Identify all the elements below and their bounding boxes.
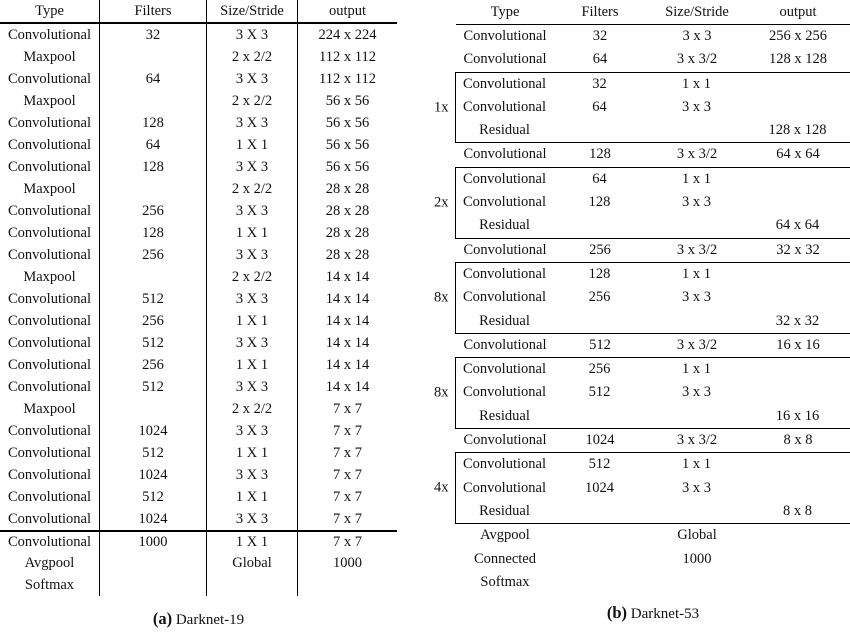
darknet19-cell-filters: 128 (99, 112, 206, 134)
darknet53-cell-output: 16 x 16 (776, 336, 820, 353)
darknet53-cell-output: 64 x 64 (776, 146, 820, 163)
darknet53-cell-output (748, 548, 848, 571)
darknet19-cell-output: 56 x 56 (297, 134, 397, 156)
darknet19-cell-filters (99, 552, 206, 574)
darknet53-cell-type: Residual (479, 217, 530, 234)
darknet19-cell-filters: 128 (99, 156, 206, 178)
darknet19-cell-output: 112 x 112 (297, 68, 397, 90)
darknet19-cell-size-stride: 1 X 1 (206, 134, 297, 156)
darknet53-cell-filters: 256 (588, 289, 611, 306)
darknet19-row (0, 552, 397, 574)
caption-a-label: (a) (152, 609, 173, 628)
darknet19-cell-output: 14 x 14 (297, 376, 397, 398)
darknet53-cell-type: Convolutional (463, 28, 547, 44)
darknet53-cell-output (748, 381, 848, 404)
darknet53-cell-type: Convolutional (463, 194, 546, 211)
darknet19-cell-size-stride: 2 x 2/2 (206, 90, 297, 112)
darknet19-header-filters: Filters (99, 0, 206, 22)
darknet53-cell-output (748, 263, 848, 286)
darknet19-row (0, 332, 397, 354)
darknet19-cell-type: Convolutional (8, 27, 91, 43)
darknet19-row (0, 398, 397, 420)
darknet53-cell-type: Convolutional (463, 75, 546, 92)
darknet19-cell-output: 56 x 56 (297, 156, 397, 178)
darknet19-cell-size-stride: 3 X 3 (206, 68, 297, 90)
panel-darknet19 (0, 0, 397, 629)
darknet19-row (0, 112, 397, 134)
darknet19-row (0, 244, 397, 266)
darknet19-cell-type: Convolutional (8, 203, 91, 219)
darknet19-cell-filters (99, 178, 206, 200)
darknet19-cell-type: Maxpool (23, 93, 76, 109)
darknet53-cell-size-stride: 3 x 3/2 (676, 51, 718, 68)
darknet53-header-type: Type (490, 4, 520, 20)
darknet19-cell-output: 7 x 7 (297, 464, 397, 486)
darknet19-cell-output: 14 x 14 (297, 354, 397, 376)
darknet19-row (0, 134, 397, 156)
darknet53-cell-size-stride: 3 x 3/2 (676, 336, 718, 353)
darknet19-row (0, 420, 397, 442)
darknet53-row (456, 119, 850, 142)
darknet53-cell-output: 16 x 16 (775, 407, 820, 424)
darknet53-cell-size-stride: 3 x 3/2 (676, 432, 718, 449)
darknet19-cell-type: Convolutional (8, 445, 91, 461)
residual-block-box (434, 167, 850, 239)
darknet53-cell-type: Softmax (480, 573, 530, 590)
darknet53-cell-size-stride: 3 x 3 (682, 194, 711, 211)
darknet53-row (456, 286, 850, 309)
darknet53-row (456, 429, 850, 452)
darknet19-cell-size-stride: 2 x 2/2 (206, 398, 297, 420)
residual-block-box (434, 357, 850, 429)
darknet19-cell-filters: 64 (99, 68, 206, 90)
darknet19-cell-type: Convolutional (8, 313, 91, 329)
darknet53-row (456, 477, 850, 500)
darknet53-cell-output: 8 x 8 (783, 432, 813, 449)
darknet19-cell-output: 7 x 7 (297, 508, 397, 530)
darknet19-cell-size-stride: 2 x 2/2 (206, 46, 297, 68)
darknet53-cell-size-stride: 1 x 1 (682, 456, 711, 473)
darknet53-cell-filters: 128 (588, 265, 611, 282)
darknet19-header-row (0, 0, 397, 24)
darknet53-row (456, 571, 850, 594)
darknet53-cell-output: 64 x 64 (775, 217, 820, 234)
darknet19-cell-output: 14 x 14 (297, 332, 397, 354)
darknet19-cell-size-stride: 3 X 3 (206, 288, 297, 310)
darknet53-cell-type: Convolutional (463, 170, 546, 187)
darknet19-cell-filters: 256 (99, 200, 206, 222)
darknet19-cell-filters (99, 90, 206, 112)
darknet19-cell-output (297, 574, 397, 596)
darknet53-cell-filters: 1024 (585, 432, 615, 449)
darknet19-cell-filters: 64 (99, 134, 206, 156)
darknet19-row (0, 574, 397, 596)
darknet53-cell-filters (554, 119, 646, 142)
darknet53-cell-type: Convolutional (463, 146, 547, 163)
darknet53-cell-filters: 64 (592, 170, 607, 187)
darknet19-cell-size-stride: 3 X 3 (206, 200, 297, 222)
darknet53-cell-filters (554, 571, 646, 594)
darknet19-cell-type: Maxpool (23, 181, 76, 197)
darknet19-table-body (0, 24, 397, 596)
darknet53-cell-size-stride: 3 x 3 (682, 28, 712, 44)
darknet19-cell-type: Maxpool (23, 401, 76, 417)
darknet53-cell-type: Connected (473, 550, 536, 567)
darknet53-cell-type: Convolutional (463, 361, 546, 378)
darknet53-cell-type: Convolutional (463, 289, 546, 306)
darknet19-cell-type: Convolutional (8, 137, 91, 153)
darknet19-cell-filters: 256 (99, 354, 206, 376)
block-multiplier-label: 2x (434, 194, 449, 211)
darknet53-row (456, 214, 850, 237)
darknet53-row (456, 25, 850, 48)
darknet53-row (456, 334, 850, 357)
darknet53-cell-type: Convolutional (463, 384, 546, 401)
darknet19-cell-filters: 1000 (99, 532, 206, 552)
darknet53-cell-size-stride (646, 310, 748, 333)
darknet19-cell-type: Softmax (24, 577, 75, 593)
darknet53-row (456, 143, 850, 166)
darknet19-row (0, 530, 397, 552)
darknet19-cell-size-stride: 1 X 1 (206, 442, 297, 464)
darknet53-cell-filters (554, 405, 646, 428)
darknet19-header-size-stride: Size/Stride (206, 0, 297, 22)
residual-block-box (434, 452, 850, 524)
darknet19-cell-output: 28 x 28 (297, 178, 397, 200)
darknet19-cell-filters: 32 (99, 24, 206, 46)
darknet19-cell-output: 7 x 7 (297, 442, 397, 464)
darknet53-cell-output (748, 453, 848, 476)
darknet19-cell-type: Convolutional (8, 247, 91, 263)
darknet19-cell-size-stride: 3 X 3 (206, 112, 297, 134)
darknet53-cell-size-stride: 1 x 1 (682, 75, 711, 92)
block-multiplier-label: 8x (434, 384, 449, 401)
darknet53-cell-output (748, 168, 848, 191)
darknet53-cell-type: Convolutional (463, 336, 547, 353)
darknet19-cell-output: 7 x 7 (297, 420, 397, 442)
darknet53-table (420, 0, 850, 594)
darknet53-row (456, 96, 850, 119)
darknet19-row (0, 376, 397, 398)
darknet53-row (456, 453, 850, 476)
darknet19-cell-output: 28 x 28 (297, 244, 397, 266)
darknet19-row (0, 464, 397, 486)
darknet19-cell-filters: 512 (99, 332, 206, 354)
darknet53-cell-size-stride: 1000 (682, 550, 712, 567)
darknet19-cell-size-stride: 1 X 1 (206, 310, 297, 332)
darknet53-cell-filters (554, 524, 646, 547)
darknet53-cell-filters: 32 (592, 28, 608, 44)
darknet53-cell-filters: 512 (588, 456, 611, 473)
darknet53-row (456, 191, 850, 214)
darknet53-cell-size-stride (646, 214, 748, 237)
darknet19-header-type: Type (35, 3, 64, 19)
darknet19-cell-size-stride (206, 574, 297, 596)
darknet19-cell-type: Convolutional (8, 534, 91, 550)
darknet19-row (0, 200, 397, 222)
block-multiplier-label: 4x (434, 479, 449, 496)
darknet19-cell-size-stride: 3 X 3 (206, 156, 297, 178)
darknet19-row (0, 486, 397, 508)
caption-b-label: (b) (606, 603, 628, 623)
darknet19-cell-size-stride: 3 X 3 (206, 24, 297, 46)
caption-a-name: Darknet-19 (175, 612, 245, 628)
darknet53-cell-size-stride: 3 x 3 (682, 98, 711, 115)
darknet19-cell-filters: 512 (99, 288, 206, 310)
darknet19-cell-output: 56 x 56 (297, 112, 397, 134)
darknet19-row (0, 68, 397, 90)
residual-block-box (434, 262, 850, 334)
darknet53-cell-size-stride: 1 x 1 (682, 361, 711, 378)
darknet53-cell-filters (554, 214, 646, 237)
darknet19-cell-type: Maxpool (23, 269, 76, 285)
darknet53-cell-filters: 64 (592, 98, 607, 115)
darknet53-cell-type: Convolutional (463, 98, 546, 115)
darknet19-cell-type: Convolutional (8, 225, 91, 241)
darknet53-cell-size-stride (646, 119, 748, 142)
darknet53-row (456, 310, 850, 333)
darknet19-cell-type: Avgpool (24, 555, 75, 571)
darknet53-cell-output: 8 x 8 (783, 502, 812, 519)
darknet19-cell-size-stride: 1 X 1 (206, 354, 297, 376)
darknet19-cell-size-stride: 3 X 3 (206, 244, 297, 266)
darknet53-cell-size-stride (646, 571, 748, 594)
darknet53-cell-size-stride: 1 x 1 (682, 265, 711, 282)
darknet53-cell-output: 128 x 128 (768, 122, 827, 139)
darknet19-cell-type: Convolutional (8, 291, 91, 307)
darknet53-cell-filters: 1024 (585, 479, 614, 496)
darknet19-cell-type: Convolutional (8, 489, 91, 505)
darknet19-cell-output: 112 x 112 (297, 46, 397, 68)
darknet19-row (0, 442, 397, 464)
darknet53-cell-filters (554, 548, 646, 571)
darknet53-cell-output (748, 73, 848, 96)
darknet53-cell-type: Residual (479, 122, 530, 139)
darknet19-cell-size-stride: Global (206, 552, 297, 574)
darknet53-cell-size-stride: 3 x 3/2 (676, 146, 718, 163)
darknet53-cell-output (748, 358, 848, 381)
darknet53-cell-output: 256 x 256 (769, 28, 827, 44)
darknet53-cell-filters: 32 (592, 75, 607, 92)
darknet53-header-row (456, 0, 850, 25)
darknet53-cell-output (748, 286, 848, 309)
darknet53-cell-output (748, 191, 848, 214)
darknet19-cell-filters (99, 398, 206, 420)
darknet19-cell-filters: 1024 (99, 464, 206, 486)
darknet19-row (0, 310, 397, 332)
darknet53-header-size-stride: Size/Stride (665, 4, 729, 20)
darknet53-cell-filters (554, 310, 646, 333)
darknet19-row (0, 266, 397, 288)
darknet19-row (0, 288, 397, 310)
darknet53-row (456, 73, 850, 96)
darknet53-cell-output (748, 477, 848, 500)
darknet19-cell-type: Convolutional (8, 159, 91, 175)
darknet53-header-filters: Filters (581, 4, 619, 20)
darknet53-cell-filters: 128 (589, 146, 611, 163)
darknet53-header-output: output (779, 4, 817, 20)
darknet53-cell-size-stride: 3 x 3 (682, 479, 711, 496)
darknet53-cell-type: Convolutional (463, 51, 547, 68)
darknet53-cell-size-stride (646, 405, 748, 428)
darknet19-cell-filters (99, 46, 206, 68)
darknet53-row (456, 48, 850, 71)
darknet19-cell-filters: 512 (99, 486, 206, 508)
darknet19-cell-output: 28 x 28 (297, 222, 397, 244)
panel-darknet53 (420, 0, 850, 623)
darknet19-row (0, 178, 397, 200)
darknet53-cell-type: Residual (479, 407, 530, 424)
darknet53-cell-output: 128 x 128 (769, 51, 827, 68)
darknet19-cell-filters (99, 266, 206, 288)
darknet53-cell-size-stride (646, 500, 748, 523)
darknet19-cell-type: Convolutional (8, 357, 91, 373)
darknet19-cell-type: Convolutional (8, 335, 91, 351)
darknet53-cell-size-stride: 3 x 3 (682, 384, 711, 401)
darknet19-cell-filters (99, 574, 206, 596)
darknet53-cell-type: Convolutional (463, 265, 546, 282)
darknet53-row (456, 524, 850, 547)
darknet53-row (456, 381, 850, 404)
darknet53-cell-size-stride: Global (677, 527, 717, 544)
darknet53-cell-type: Avgpool (480, 527, 530, 544)
darknet19-cell-size-stride: 3 X 3 (206, 464, 297, 486)
darknet53-cell-filters: 512 (588, 384, 611, 401)
darknet19-cell-filters: 256 (99, 310, 206, 332)
darknet19-header-output: output (297, 0, 397, 22)
darknet19-table (0, 0, 397, 596)
darknet53-row (456, 168, 850, 191)
darknet19-cell-output: 28 x 28 (297, 200, 397, 222)
darknet19-cell-filters: 512 (99, 442, 206, 464)
darknet19-cell-type: Convolutional (8, 511, 91, 527)
darknet19-cell-filters: 128 (99, 222, 206, 244)
darknet19-cell-size-stride: 3 X 3 (206, 332, 297, 354)
darknet53-cell-type: Convolutional (463, 479, 546, 496)
darknet53-cell-size-stride: 1 x 1 (682, 170, 711, 187)
darknet19-cell-size-stride: 3 X 3 (206, 508, 297, 530)
darknet53-table-body (434, 25, 850, 594)
darknet19-row (0, 354, 397, 376)
darknet19-row (0, 508, 397, 530)
caption-b (420, 603, 850, 623)
darknet53-row (456, 263, 850, 286)
darknet19-cell-output: 14 x 14 (297, 288, 397, 310)
darknet53-cell-filters: 512 (589, 336, 611, 353)
darknet19-cell-output: 7 x 7 (297, 532, 397, 552)
darknet19-cell-output: 224 x 224 (297, 24, 397, 46)
darknet53-row (456, 405, 850, 428)
darknet53-cell-size-stride: 3 x 3/2 (676, 241, 718, 258)
darknet53-cell-output (748, 524, 848, 547)
darknet53-row (456, 500, 850, 523)
darknet19-row (0, 46, 397, 68)
darknet19-cell-filters: 512 (99, 376, 206, 398)
darknet19-cell-output: 14 x 14 (297, 310, 397, 332)
darknet19-cell-output: 56 x 56 (297, 90, 397, 112)
darknet19-cell-filters: 1024 (99, 420, 206, 442)
darknet19-cell-type: Maxpool (23, 49, 76, 65)
darknet53-cell-filters: 256 (588, 361, 611, 378)
darknet53-row (456, 548, 850, 571)
darknet53-cell-type: Convolutional (463, 432, 547, 449)
darknet53-cell-output: 32 x 32 (775, 312, 820, 329)
darknet19-cell-size-stride: 2 x 2/2 (206, 178, 297, 200)
residual-block-box (434, 72, 850, 144)
darknet19-row (0, 222, 397, 244)
darknet19-cell-output: 14 x 14 (297, 266, 397, 288)
darknet53-cell-filters (554, 500, 646, 523)
darknet19-cell-type: Convolutional (8, 467, 91, 483)
darknet19-cell-type: Convolutional (8, 71, 91, 87)
darknet19-row (0, 24, 397, 46)
darknet19-cell-output: 7 x 7 (297, 398, 397, 420)
darknet53-row (456, 239, 850, 262)
darknet19-row (0, 90, 397, 112)
darknet53-cell-type: Residual (479, 502, 530, 519)
darknet19-cell-size-stride: 1 X 1 (206, 486, 297, 508)
darknet19-cell-output: 7 x 7 (297, 486, 397, 508)
caption-a (0, 609, 397, 629)
darknet53-cell-type: Residual (479, 312, 530, 329)
block-multiplier-label: 8x (434, 289, 449, 306)
darknet19-cell-size-stride: 3 X 3 (206, 420, 297, 442)
darknet19-cell-type: Convolutional (8, 423, 91, 439)
darknet19-cell-size-stride: 1 X 1 (206, 222, 297, 244)
darknet53-cell-output: 32 x 32 (776, 241, 820, 258)
darknet19-cell-type: Convolutional (8, 379, 91, 395)
darknet53-cell-filters: 256 (589, 241, 611, 258)
darknet53-cell-type: Convolutional (463, 456, 546, 473)
darknet19-cell-size-stride: 1 X 1 (206, 532, 297, 552)
darknet53-cell-filters: 64 (592, 51, 608, 68)
darknet53-cell-output (748, 96, 848, 119)
block-multiplier-label: 1x (434, 99, 449, 116)
darknet19-cell-size-stride: 3 X 3 (206, 376, 297, 398)
darknet53-cell-size-stride: 3 x 3 (682, 289, 711, 306)
darknet19-cell-type: Convolutional (8, 115, 91, 131)
darknet53-cell-type: Convolutional (463, 241, 547, 258)
darknet53-cell-filters: 128 (588, 194, 611, 211)
darknet19-row (0, 156, 397, 178)
darknet19-cell-filters: 256 (99, 244, 206, 266)
darknet19-cell-size-stride: 2 x 2/2 (206, 266, 297, 288)
caption-b-name: Darknet-53 (630, 606, 700, 623)
darknet53-row (456, 358, 850, 381)
darknet19-cell-filters: 1024 (99, 508, 206, 530)
darknet19-cell-output: 1000 (297, 552, 397, 574)
darknet53-cell-output (748, 571, 848, 594)
